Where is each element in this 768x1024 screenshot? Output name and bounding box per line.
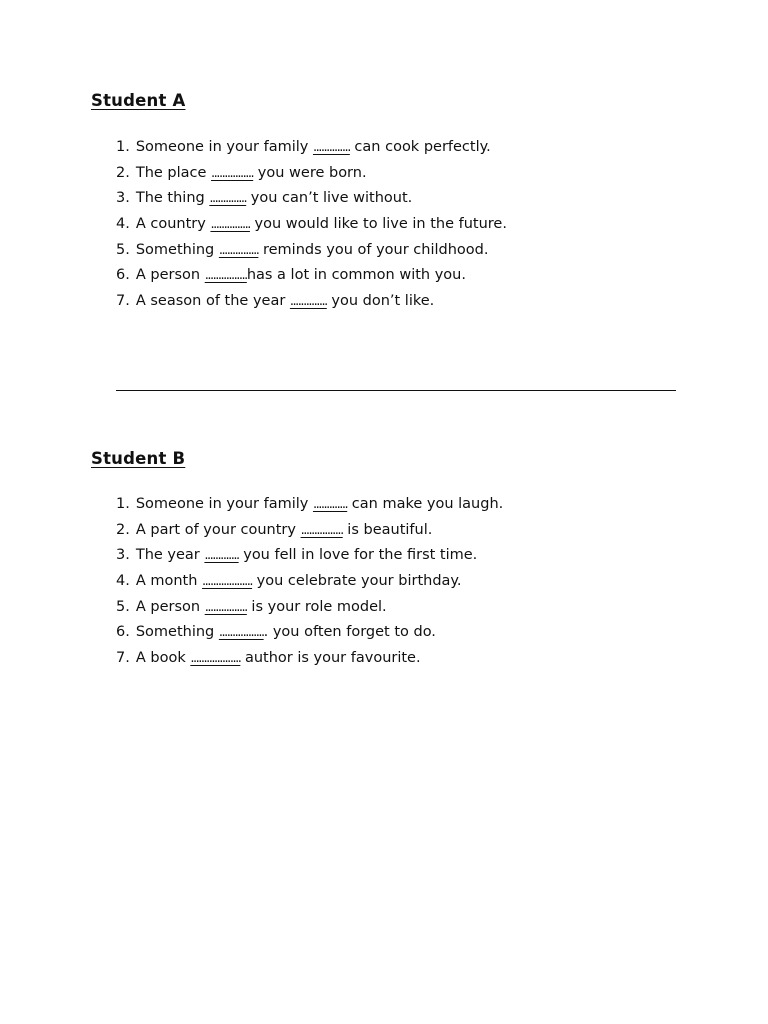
answer-blank: ................... — [190, 651, 241, 667]
item-text-before: Someone in your family — [135, 139, 313, 155]
item-text-after: is beautiful. — [342, 521, 433, 538]
item-number: 2. — [116, 521, 130, 538]
answer-blank: ................ — [300, 522, 343, 538]
answer-blank: .............. — [209, 191, 247, 207]
item-text-after: you don’t like. — [326, 293, 435, 310]
student-b-title: Student B — [91, 449, 186, 468]
item-text-after: reminds you of your childhood. — [258, 241, 489, 258]
list-item — [116, 621, 503, 647]
list-item — [116, 596, 503, 622]
list-item — [116, 519, 503, 545]
item-number: 3. — [116, 190, 130, 207]
list-item — [116, 493, 503, 519]
item-text-after: you would like to live in the future. — [249, 216, 507, 233]
item-text-before: Something — [135, 624, 219, 641]
item-text-before: The thing — [135, 190, 210, 207]
list-item — [116, 544, 503, 570]
student-b-list — [116, 493, 503, 673]
student-a-list — [116, 136, 507, 316]
item-text-before: The place — [135, 164, 212, 181]
item-text-before: A season of the year — [135, 293, 290, 310]
answer-blank: ............... — [218, 242, 259, 258]
item-number: 4. — [116, 216, 130, 233]
answer-blank: ................. — [218, 625, 264, 641]
item-number: 5. — [116, 241, 130, 258]
item-text-after: author is your favourite. — [240, 650, 421, 667]
list-item — [116, 136, 507, 162]
item-text-before: A person — [135, 267, 205, 284]
item-text-after: can cook perfectly. — [349, 139, 491, 155]
item-text-before: Someone in your family — [135, 496, 313, 512]
item-number: 4. — [116, 573, 130, 590]
item-text-after: you celebrate your birthday. — [252, 573, 462, 590]
list-item — [116, 290, 507, 316]
item-text-before: A country — [135, 216, 211, 233]
answer-blank: ................ — [211, 165, 254, 181]
answer-blank: ................ — [204, 268, 247, 284]
section-divider — [116, 390, 676, 391]
item-number: 7. — [116, 650, 130, 667]
answer-blank: ............... — [210, 217, 250, 233]
list-item — [116, 162, 507, 188]
item-number: 1. — [116, 139, 130, 155]
item-number: 6. — [116, 624, 130, 641]
list-item — [116, 213, 507, 239]
item-number: 1. — [116, 496, 130, 512]
item-text-after: . you often forget to do. — [263, 624, 436, 641]
item-text-after: can make you laugh. — [347, 496, 504, 512]
item-text-before: The year — [135, 547, 205, 564]
item-text-before: A book — [135, 650, 191, 667]
list-item — [116, 647, 503, 673]
answer-blank: ............. — [312, 497, 348, 512]
list-item — [116, 187, 507, 213]
answer-blank: ............. — [204, 548, 239, 564]
item-text-after: is your role model. — [246, 598, 387, 615]
list-item — [116, 570, 503, 596]
item-number: 6. — [116, 267, 130, 284]
answer-blank: .............. — [312, 140, 350, 155]
answer-blank: .............. — [289, 294, 327, 310]
item-text-after: you can’t live without. — [246, 190, 413, 207]
item-text-before: A part of your country — [135, 521, 301, 538]
answer-blank: ................ — [204, 599, 247, 615]
list-item — [116, 264, 507, 290]
item-text-before: Something — [135, 241, 219, 258]
item-text-before: A person — [135, 598, 205, 615]
item-number: 2. — [116, 164, 130, 181]
list-item — [116, 239, 507, 265]
item-text-after: has a lot in common with you. — [246, 267, 466, 284]
item-number: 3. — [116, 547, 130, 564]
student-a-title: Student A — [91, 91, 186, 110]
item-number: 5. — [116, 598, 130, 615]
item-text-after: you were born. — [253, 164, 367, 181]
item-number: 7. — [116, 293, 130, 310]
answer-blank: ................... — [202, 574, 253, 590]
item-text-after: you fell in love for the first time. — [238, 547, 478, 564]
item-text-before: A month — [135, 573, 203, 590]
